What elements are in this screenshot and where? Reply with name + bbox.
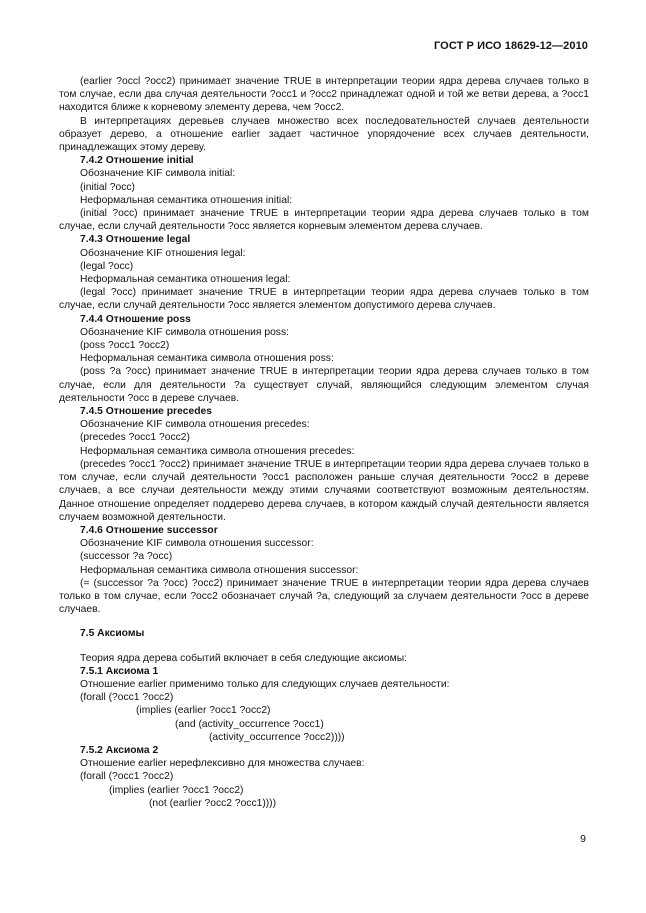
section-7-4-5-semantics: (precedes ?occ1 ?occ2) принимает значение TRUE в интерпретации теории ядра дерева случаев только в том случае, если случай деятельности ?occ1 расположен раньше случая деятельности ?occ2 в дереве случаев, а все случаи деятельности между этими случаями соответствуют возможным деятельностям. Данное отношение определяет поддерево дерева случаев, в котором каждый случай деятельности является случаем возможной деятельности. — [59, 458, 589, 523]
section-7-4-6-kif: (successor ?a ?occ) — [80, 551, 173, 563]
axiom-1-code-line: (activity_occurrence ?occ2)))) — [209, 731, 345, 743]
section-7-4-2-kif: (initial ?occ) — [80, 181, 135, 193]
section-spacer — [59, 616, 589, 627]
section-7-4-5-kif: (precedes ?occ1 ?occ2) — [80, 432, 190, 444]
section-7-4-4-title: 7.4.4 Отношение poss — [80, 313, 191, 325]
section-7-5-intro: Теория ядра дерева событий включает в себя следующие аксиомы: — [80, 652, 407, 664]
section-7-5-2-title: 7.5.2 Аксиома 2 — [80, 744, 159, 756]
section-7-4-3-title: 7.4.3 Отношение legal — [80, 234, 191, 246]
section-7-4-3-semantics: (legal ?occ) принимает значение TRUE в интерпретации теории ядра дерева случаев только в том случае, если случай деятельности ?occ является элементом допустимого дерева случаев. — [59, 287, 589, 312]
section-7-4-2-kif-label: Обозначение KIF символа initial: — [80, 168, 236, 180]
section-7-4-2-title: 7.4.2 Отношение initial — [80, 155, 194, 167]
section-7-4-2-semantics-label: Неформальная семантика отношения initial: — [80, 194, 293, 206]
section-7-5-2-text: Отношение earlier нерефлексивно для множества случаев: — [80, 758, 365, 770]
section-7-4-3-kif-label: Обозначение KIF отношения legal: — [80, 247, 246, 259]
axiom-1-code-line: (and (activity_occurrence ?occ1) — [175, 718, 324, 730]
section-7-4-4-kif-label: Обозначение KIF символа отношения poss: — [80, 326, 289, 338]
section-7-5-1-title: 7.5.1 Аксиома 1 — [80, 665, 159, 677]
section-7-4-3-semantics-label: Неформальная семантика отношения legal: — [80, 274, 291, 286]
section-7-4-4-semantics: (poss ?a ?occ) принимает значение TRUE в интерпретации теории ядра дерева случаев только в том случае, если для деятельности ?a существует случай, являющийся следующим элементом случая деятельности ?occ в дереве случаев. — [59, 366, 589, 404]
axiom-2-code-line: (not (earlier ?occ2 ?occ1)))) — [149, 797, 277, 809]
intro-paragraph-1: (earlier ?occl ?occ2) принимает значение TRUE в интерпретации теории ядра дерева случаев только в том случае, если два случая деятельности ?occ1 и ?occ2 принадлежат одной и той же ветви дерева, а ?occ1 находится ближе к корневому элементу дерева, чем ?occ2. — [59, 76, 589, 114]
section-7-4-2-semantics: (initial ?occ) принимает значение TRUE в интерпретации теории ядра дерева случаев только в том случае, если случай деятельности ?occ является корневым элементом дерева случаев. — [59, 208, 589, 233]
axiom-2-code-line: (forall (?occ1 ?occ2) — [80, 771, 174, 783]
section-7-4-3-kif: (legal ?occ) — [80, 260, 134, 272]
section-7-4-6-semantics: (= (successor ?a ?occ) ?occ2) принимает значение TRUE в интерпретации теории ядра дерева случаев только в том случае, если ?occ2 обозначает случай ?a, следующий за случаем деятельности ?occ в дереве случаев. — [59, 577, 589, 616]
section-7-4-6-semantics-label: Неформальная семантика символа отношения successor: — [80, 564, 359, 576]
standard-header: ГОСТ Р ИСО 18629-12—2010 — [433, 40, 588, 52]
section-7-4-5-title: 7.4.5 Отношение precedes — [80, 406, 212, 418]
section-spacer — [59, 641, 589, 652]
section-7-5-title: 7.5 Аксиомы — [80, 628, 145, 640]
section-7-4-5-semantics-label: Неформальная семантика символа отношения precedes: — [80, 445, 355, 457]
intro-paragraph-2: В интерпретациях деревьев случаев множество всех последовательностей случаев деятельности образует дерево, а отношение earlier задает частичное упорядочение всех случаев деятельности, принадлежащих этому дереву. — [59, 115, 589, 154]
axiom-1-code-line: (implies (earlier ?occ1 ?occ2) — [136, 705, 271, 717]
section-7-4-5-kif-label: Обозначение KIF символа отношения precedes: — [80, 419, 310, 431]
axiom-1-code-line: (forall (?occ1 ?occ2) — [80, 692, 174, 704]
page-content — [59, 75, 589, 810]
section-7-4-6-kif-label: Обозначение KIF символа отношения successor: — [80, 538, 314, 550]
axiom-2-code-line: (implies (earlier ?occ1 ?occ2) — [109, 784, 244, 796]
section-7-4-6-title: 7.4.6 Отношение successor — [80, 524, 218, 536]
section-7-4-4-semantics-label: Неформальная семантика символа отношения poss: — [80, 353, 334, 365]
section-7-5-1-text: Отношение earlier применимо только для следующих случаев деятельности: — [80, 678, 450, 690]
page-number: 9 — [580, 833, 586, 845]
section-7-4-4-kif: (poss ?occ1 ?occ2) — [80, 340, 170, 352]
